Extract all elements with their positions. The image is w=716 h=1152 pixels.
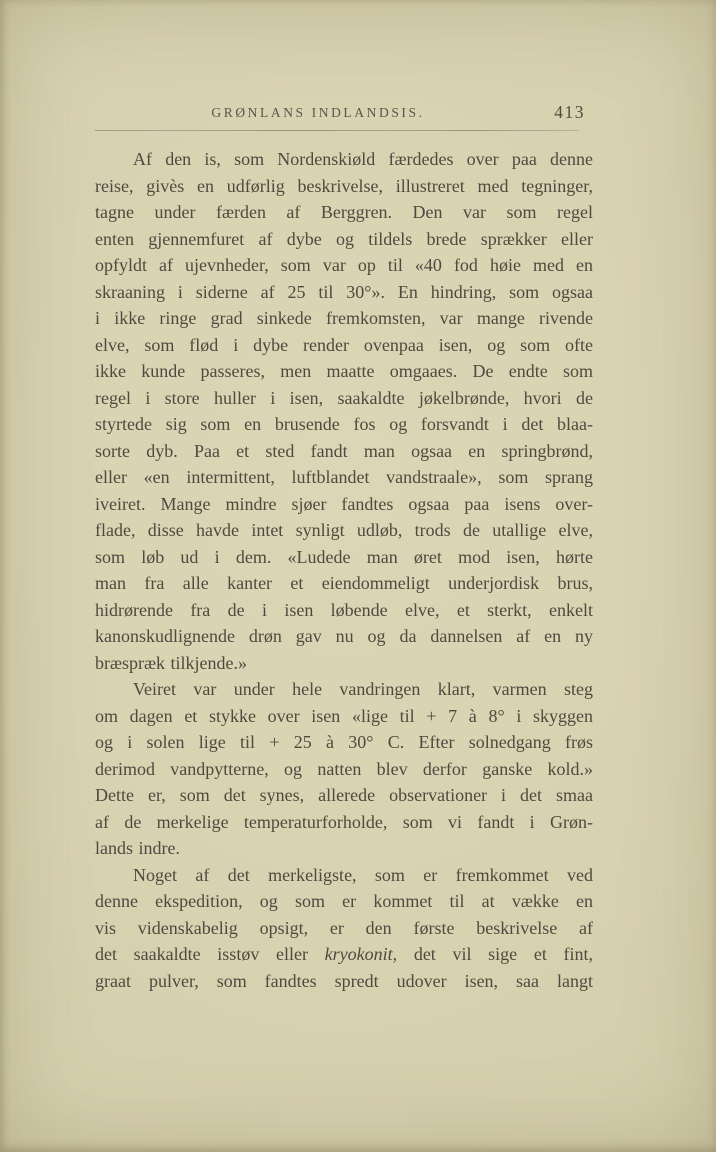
text-line (95, 411, 593, 438)
text-line (95, 226, 593, 253)
text-segment: elve, som flød i dybe render ovenpaa isen, og som ofte (95, 334, 593, 355)
text-line (95, 332, 593, 359)
text-segment: hidrørende fra de i isen løbende elve, et sterkt, enkelt (95, 599, 593, 620)
text-line (95, 199, 593, 226)
text-segment: denne ekspedition, og som er kommet til at vække en (95, 891, 593, 911)
text-line (95, 252, 593, 279)
text-segment: iveiret. Mange mindre sjøer fandtes ogsaa paa isens over- (95, 493, 593, 514)
text-segment: Af den is, som Nordenskiøld færdedes over paa denne (133, 149, 593, 169)
running-title: GRØNLANS INDLANDSIS. (211, 105, 425, 120)
text-segment: og i solen lige til + 25 à 30° C. Efter solnedgang frøs (95, 732, 593, 752)
text-line (95, 729, 593, 756)
text-segment: flade, disse havde intet synligt udløb, trods de utallige elve, (95, 520, 593, 540)
text-segment: ikke kunde passeres, men maatte omgaaes. De endte som (95, 361, 593, 381)
text-segment: eller «en intermittent, luftblandet vandstraale», som sprang (95, 467, 593, 487)
text-segment: derimod vandpytterne, og natten blev derfor ganske kold.» (95, 758, 593, 779)
text-segment: sorte dyb. Paa et sted fandt man ogsaa en springbrønd, (95, 440, 593, 461)
text-line (95, 570, 593, 597)
text-line (95, 517, 593, 544)
text-line (95, 385, 593, 412)
text-line (95, 358, 593, 385)
text-segment: det vil sige et fint, (397, 944, 593, 964)
text-line (95, 650, 593, 677)
page-header (95, 102, 593, 129)
text-line (95, 941, 593, 968)
text-line (95, 438, 593, 465)
text-segment: af de merkelige temperaturforholde, som vi fandt i Grøn- (95, 811, 593, 832)
text-segment: tagne under færden af Berggren. Den var som regel (95, 202, 593, 222)
text-segment: Noget af det merkeligste, som er fremkommet ved (133, 864, 593, 885)
body-text (95, 146, 593, 994)
text-segment: Dette er, som det synes, allerede observationer i det smaa (95, 785, 593, 805)
text-segment: graat pulver, som fandtes spredt udover isen, saa langt (95, 970, 593, 991)
text-line (95, 146, 593, 173)
text-line (95, 676, 593, 703)
text-line (95, 862, 593, 889)
text-segment: reise, givès en udførlig beskrivelse, illustreret med tegninger, (95, 175, 593, 196)
text-line (95, 703, 593, 730)
text-segment: vis videnskabelig opsigt, er den første beskrivelse af (95, 917, 593, 938)
text-line (95, 597, 593, 624)
text-line (95, 915, 593, 942)
text-line (95, 464, 593, 491)
text-segment: lands indre. (95, 838, 180, 858)
text-line (95, 782, 593, 809)
text-line (95, 305, 593, 332)
text-line (95, 888, 593, 915)
italic-term: kryokonit, (324, 944, 398, 964)
text-segment: om dagen et stykke over isen «lige til + 7 à 8° i skyggen (95, 705, 593, 726)
text-segment: Veiret var under hele vandringen klart, varmen steg (133, 679, 593, 699)
text-line (95, 809, 593, 836)
text-segment: kanonskudlignende drøn gav nu og da dannelsen af en ny (95, 626, 593, 646)
text-segment: skraaning i siderne af 25 til 30°». En hindring, som ogsaa (95, 281, 593, 302)
text-segment: som løb ud i dem. «Ludede man øret mod isen, hørte (95, 546, 593, 567)
text-segment: i ikke ringe grad sinkede fremkomsten, var mange rivende (95, 308, 593, 328)
text-segment: regel i store huller i isen, saakaldte jøkelbrønde, hvori de (95, 387, 593, 408)
text-line (95, 544, 593, 571)
text-segment: man fra alle kanter et eiendommeligt underjordisk brus, (95, 573, 593, 593)
text-line (95, 835, 593, 862)
text-segment: styrtede sig som en brusende fos og forsvandt i det blaa- (95, 414, 593, 434)
text-segment: opfyldt af ujevnheder, som var op til «40 fod høie med en (95, 255, 593, 275)
text-line (95, 491, 593, 518)
text-line (95, 279, 593, 306)
text-segment: det saakaldte isstøv eller (95, 944, 325, 964)
text-line (95, 623, 593, 650)
text-line (95, 756, 593, 783)
text-segment: enten gjennemfuret af dybe og tildels brede sprækker eller (95, 228, 593, 249)
text-line (95, 968, 593, 995)
page-number: 413 (554, 102, 585, 122)
text-line (95, 173, 593, 200)
header-rule (95, 130, 579, 131)
text-segment: bræspræk tilkjende.» (95, 652, 247, 673)
